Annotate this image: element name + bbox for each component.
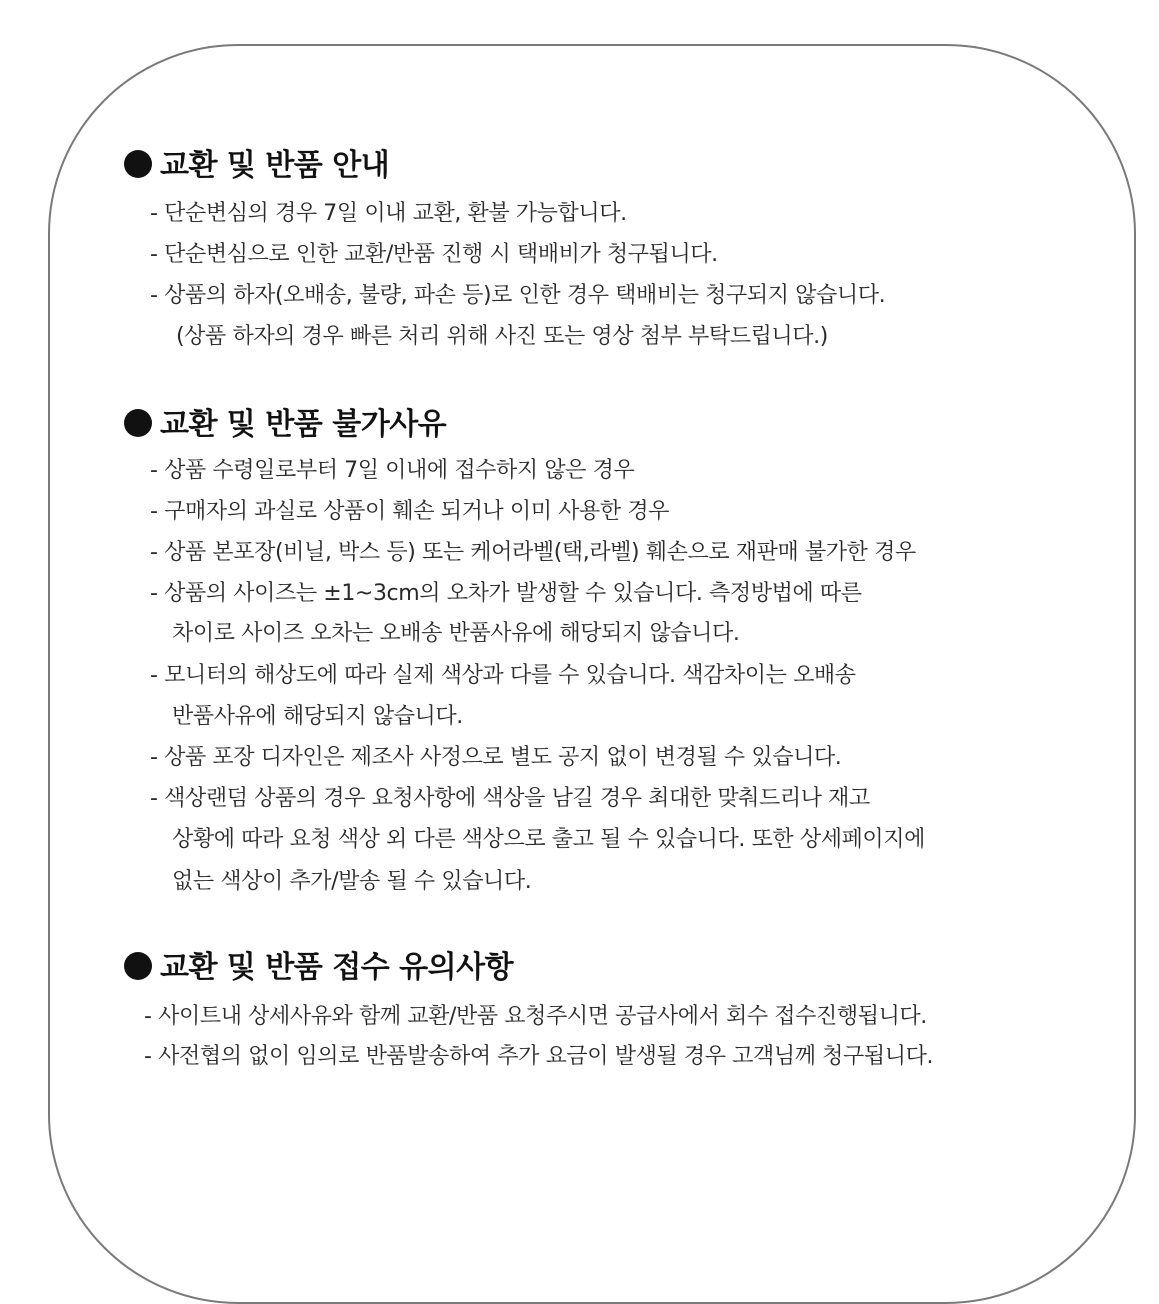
section-heading-return-notes xyxy=(124,948,513,988)
notice-line: - 색상랜덤 상품의 경우 요청사항에 색상을 남길 경우 최대한 맞춰드리나 재고 xyxy=(150,786,870,811)
bullet-icon xyxy=(124,150,152,178)
section-heading-non-returnable xyxy=(124,405,446,445)
notice-line: (상품 하자의 경우 빠른 처리 위해 사진 또는 영상 첨부 부탁드립니다.) xyxy=(176,324,828,349)
section-heading-exchange-info xyxy=(124,146,389,186)
notice-line: - 상품의 사이즈는 ±1~3cm의 오차가 발생할 수 있습니다. 측정방법에 따른 xyxy=(150,581,862,606)
bullet-icon xyxy=(124,409,152,437)
notice-line: - 단순변심의 경우 7일 이내 교환, 환불 가능합니다. xyxy=(150,201,627,226)
bullet-icon xyxy=(124,952,152,980)
notice-line: - 구매자의 과실로 상품이 훼손 되거나 이미 사용한 경우 xyxy=(150,499,670,524)
notice-line: - 모니터의 해상도에 따라 실제 색상과 다를 수 있습니다. 색감차이는 오배송 xyxy=(150,663,856,688)
notice-line: - 상품의 하자(오배송, 불량, 파손 등)로 인한 경우 택배비는 청구되지 않습니다. xyxy=(150,283,886,308)
notice-line: 차이로 사이즈 오차는 오배송 반품사유에 해당되지 않습니다. xyxy=(172,621,740,646)
notice-line: - 단순변심으로 인한 교환/반품 진행 시 택배비가 청구됩니다. xyxy=(150,242,718,267)
notice-line: - 상품 포장 디자인은 제조사 사정으로 별도 공지 없이 변경될 수 있습니다. xyxy=(150,745,842,770)
notice-line: 반품사유에 해당되지 않습니다. xyxy=(172,704,463,729)
notice-line: - 사이트내 상세사유와 함께 교환/반품 요청주시면 공급사에서 회수 접수진행됩니다. xyxy=(144,1004,927,1029)
notice-line: 상황에 따라 요청 색상 외 다른 색상으로 출고 될 수 있습니다. 또한 상세페이지에 xyxy=(172,827,925,852)
heading-text: 교환 및 반품 안내 xyxy=(160,148,390,183)
notice-line: 없는 색상이 추가/발송 될 수 있습니다. xyxy=(172,869,532,894)
notice-line: - 상품 수령일로부터 7일 이내에 접수하지 않은 경우 xyxy=(150,458,635,483)
heading-text: 교환 및 반품 접수 유의사항 xyxy=(160,950,514,985)
notice-line: - 사전협의 없이 임의로 반품발송하여 추가 요금이 발생될 경우 고객님께 청구됩니다. xyxy=(144,1044,934,1069)
heading-text: 교환 및 반품 불가사유 xyxy=(160,407,447,442)
notice-line: - 상품 본포장(비닐, 박스 등) 또는 케어라벨(택,라벨) 훼손으로 재판매 불가한 경우 xyxy=(150,540,916,565)
